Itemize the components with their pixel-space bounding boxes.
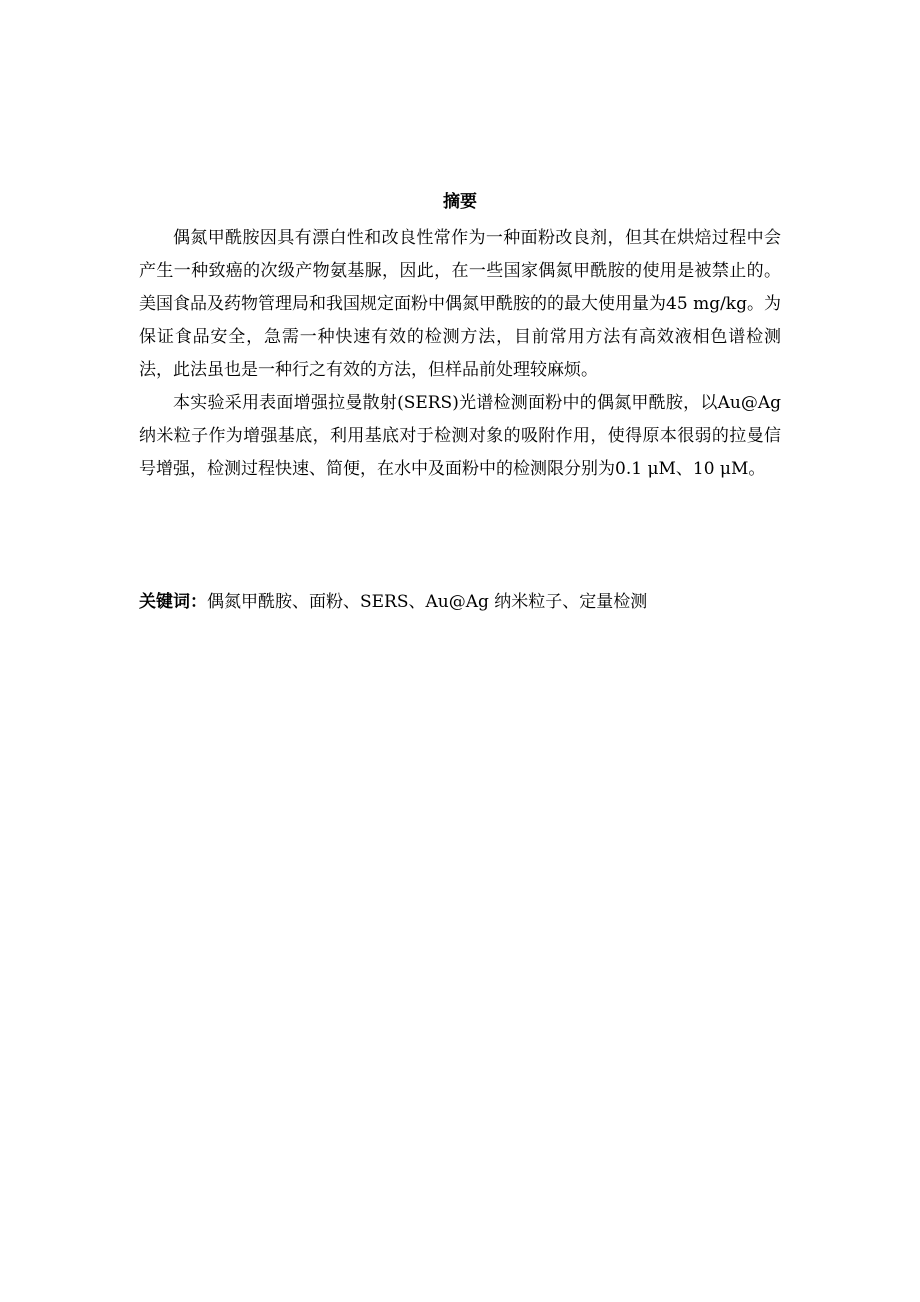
abstract-title: 摘要 — [443, 192, 477, 212]
keywords-label: 关键词： — [139, 592, 207, 612]
abstract-paragraph-1: 偶氮甲酰胺因具有漂白性和改良性常作为一种面粉改良剂，但其在烘焙过程中会产生一种致癌的次级产物氨基脲，因此，在一些国家偶氮甲酰胺的使用是被禁止的。美国食品及药物管理局和我国规定面粉中偶氮甲酰胺的的最大使用量为45 mg/kg。为保证食品安全，急需一种快速有效的检测方法，目前常用方法有高效液相色谱检测法，此法虽也是一种行之有效的方法，但样品前处理较麻烦。 — [139, 228, 781, 380]
keywords-text: 偶氮甲酰胺、面粉、SERS、Au@Ag 纳米粒子、定量检测 — [207, 592, 648, 612]
abstract-paragraph-2: 本实验采用表面增强拉曼散射(SERS)光谱检测面粉中的偶氮甲酰胺，以Au@Ag纳米粒子作为增强基底，利用基底对于检测对象的吸附作用，使得原本很弱的拉曼信号增强，检测过程快速、简便，在水中及面粉中的检测限分别为0.1 μM、10 μM。 — [139, 393, 781, 479]
abstract-body — [139, 222, 781, 486]
keywords-line — [139, 586, 781, 619]
